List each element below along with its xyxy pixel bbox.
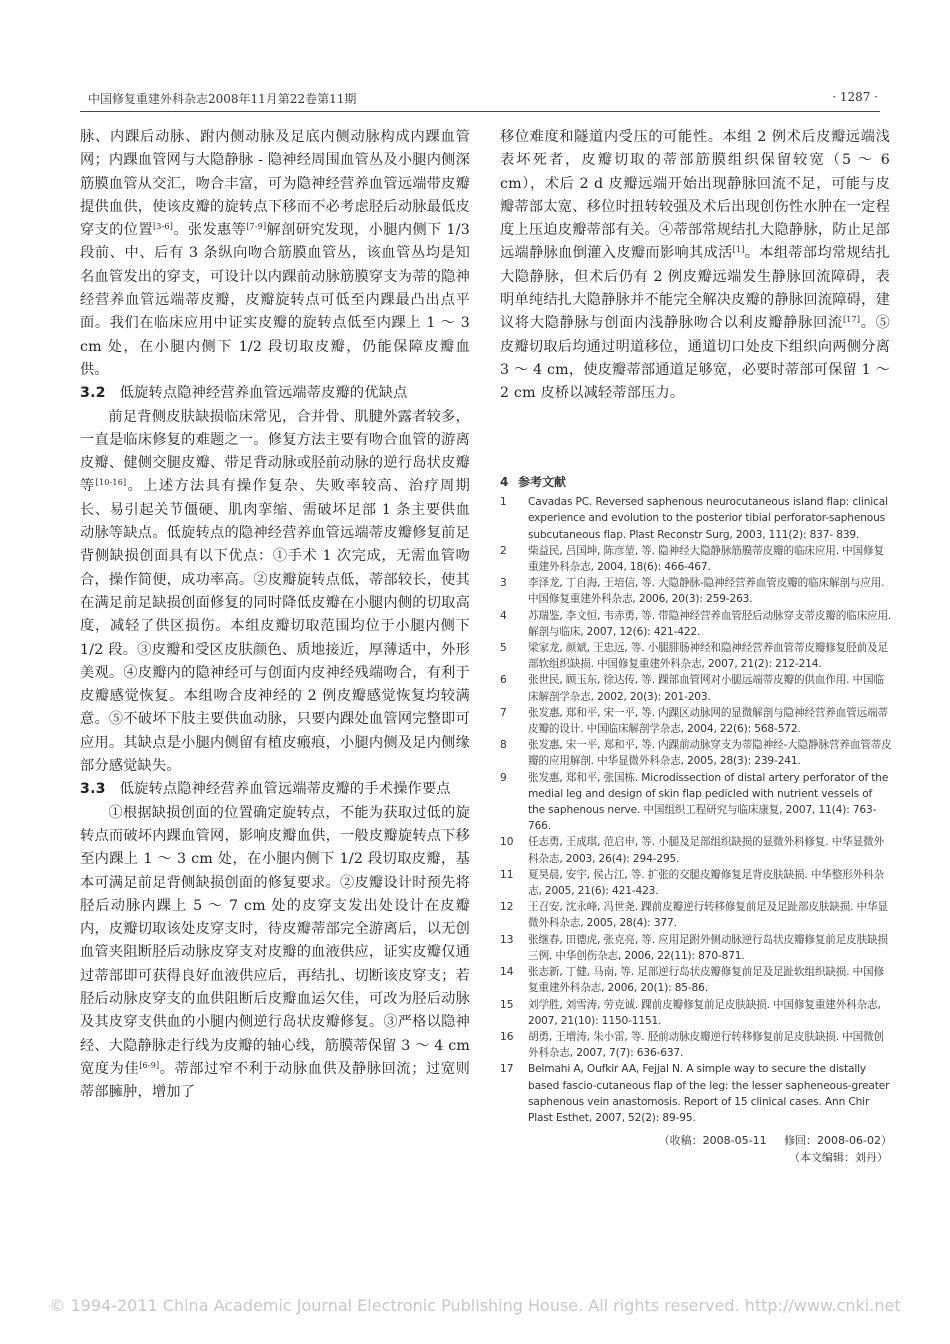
reference-text: 刘学胜, 刘雪涛, 劳克诚. 踝前皮瓣修复前足皮肤缺损. 中国修复重建外科杂志, 2007, 21(10): 1150-1151. [528,998,881,1027]
reference-item [500,867,892,899]
header-rule [80,111,880,112]
reference-text: 张发惠, 郑和平, 宋一平, 等. 内踝区动脉网的显微解剖与隐神经营养血管远端蒂皮瓣的设计. 中国临床解剖学杂志, 2004, 22(6): 568-572. [528,706,888,736]
copyright-footer: © 1994-2011 China Academic Journal Electronic Publishing House. All rights reserved. http://www.cnki.net [49,1296,901,1315]
citation[interactable]: [7-9] [246,222,267,232]
reference-text: 胡勇, 王增涛, 朱小雷, 等. 胫前动脉皮瓣逆行转移修复前足皮肤缺损. 中国微创外科杂志, 2007, 7(7): 636-637. [528,1030,884,1060]
citation[interactable]: [10-16] [95,478,127,488]
reference-number: 14 [500,966,514,979]
reference-number: 6 [500,674,507,687]
section-heading-3-2: 3.2 低旋转点隐神经营养血管远端蒂皮瓣的优缺点 [80,385,408,402]
references-section [500,474,892,1166]
reference-number: 7 [500,706,507,719]
citation[interactable]: [17] [842,315,861,325]
page-number: · 1287 · [832,90,878,104]
reference-text: 柴益民, 吕国坤, 陈彦堃, 等. 隐神经大隐静脉筋膜蒂皮瓣的临床应用. 中国修复重建外科杂志, 2004, 18(6): 466-467. [528,544,884,574]
running-header [88,86,878,108]
reference-item [500,834,892,866]
journal-title: 中国修复重建外科杂志2008年11月第22卷第11期 [88,92,357,106]
reference-number: 16 [500,1030,514,1043]
right-column [500,126,890,406]
paragraph: 前足背侧皮肤缺损临床常见，合并骨、肌腱外露者较多，一直是临床修复的难题之一。修复方法主要有吻合血管的游离皮瓣、健侧交腿皮瓣、带足背动脉或胫前动脉的逆行岛状皮瓣等[10-16]。上述方法具有操作复杂、失败率较高、治疗周期长、易引起关节僵硬、肌肉挛缩、需破坏足部 1 条主要供血动脉等缺点。低旋转点的隐神经营养血管远端蒂皮瓣修复前足背侧缺损创面具有以下优点：①手术 1 次完成，无需血管吻合，操作简便，成功率高。②皮瓣旋转点低，蒂部较长，使其在满足前足缺损创面修复的同时降低皮瓣在小腿内侧的切取高度，减轻了供区损伤。本组皮瓣切取范围均位于小腿内侧下 1/2 段。③皮瓣和受区皮肤颜色、质地接近，厚薄适中，外形美观。④皮瓣内的隐神经可与创面内皮神经残端吻合，有利于皮瓣感觉恢复。本组吻合皮神经的 2 例皮瓣感觉恢复均较满意。⑤不破坏下肢主要供血动脉，只要内踝处血管网完整即可应用。其缺点是小腿内侧留有植皮瘢痕，小腿内侧及足内侧缘部分感觉缺失。 [80,408,470,775]
reference-text: 李泽龙, 丁自海, 王培信, 等. 大隐静脉-隐神经营养血管皮瓣的临床解剖与应用. 中国修复重建外科杂志, 2006, 20(3): 259-263. [528,577,885,606]
reference-list [500,494,892,1126]
reference-number: 12 [500,901,514,914]
reference-item [500,608,892,640]
editor-note: （本文编辑：刘丹） [789,1151,888,1165]
reference-text: 王召安, 沈永峰, 冯世尧. 踝前皮瓣逆行转移修复前足及足趾部皮肤缺损. 中华显微外科杂志, 2005, 28(4): 377. [528,901,888,930]
reference-number: 8 [500,739,507,752]
reference-number: 15 [500,998,514,1011]
reference-number: 10 [500,836,514,849]
reference-item [500,705,892,737]
reference-item [500,964,892,996]
paragraph: ①根据缺损创面的位置确定旋转点，不能为获取过低的旋转点而破坏内踝血管网，影响皮瓣血供，一般皮瓣旋转点下移至内踝上 1 ～ 3 cm 处，在小腿内侧下 1/2 段切取皮瓣，基本可满足前足背侧缺损创面的修复要求。②皮瓣设计时预先将胫后动脉内踝上 5 ～ 7 cm 处的皮穿支发出处设计在皮瓣内，皮瓣切取该处皮穿支时，待皮瓣蒂部完全游离后，以无创血管夹阻断胫后动脉皮穿支对皮瓣的血液供应，证实皮瓣仅通过蒂部即可获得良好血液供应后，再结扎、切断该皮穿支；若胫后动脉皮穿支的血供阻断后皮瓣血运欠佳，可改为胫后动脉及其皮穿支供血的小腿内侧逆行岛状皮瓣修复。③严格以隐神经、大隐静脉走行线为皮瓣的轴心线，筋膜蒂保留 3 ～ 4 cm 宽度为佳[6-9]。蒂部过窄不利于动脉血供及静脉回流；过宽则蒂部臃肿，增加了 [80,804,471,1101]
reference-number: 17 [500,1063,514,1076]
reference-text: 张发惠, 郑和平, 张国栋. Microdissection of distal artery perforator of the medial leg and design of skin flap pedicled with nutrient vessels of the saphenous nerve. 中国组织工程研究与临床康复, 2007, 11(4): 763-766. [528,771,889,833]
reference-item [500,737,892,769]
reference-item [500,672,892,704]
reference-number: 11 [500,868,514,881]
reference-item [500,640,892,672]
citation[interactable]: [6-9] [139,1060,160,1070]
reference-text: 任志勇, 王成琪, 范启申, 等. 小腿及足部组织缺损的显微外科修复. 中华显微外科杂志, 2003, 26(4): 294-295. [528,836,884,865]
reference-text: 张志新, 丁健, 马南, 等. 足部逆行岛状皮瓣修复前足及足趾软组织缺损. 中国修复重建外科杂志, 2006, 20(1): 85-86. [528,966,884,995]
reference-item [500,1029,892,1061]
reference-item [500,932,892,964]
paragraph: 移位难度和隧道内受压的可能性。本组 2 例术后皮瓣远端浅表坏死者，皮瓣切取的蒂部筋膜组织保留较宽（5 ～ 6 cm），术后 2 d 皮瓣远端开始出现静脉回流不足，可能与皮瓣蒂部太宽、移位时扭转较强及术后出现创伤性水肿在一定程度上压迫皮瓣蒂部有关。④蒂部常规结扎大隐静脉，防止足部远端静脉血倒灌入皮瓣而影响其成活[1]。本组蒂部均常规结扎大隐静脉，但术后仍有 2 例皮瓣远端发生静脉回流障碍，表明单纯结扎大隐静脉并不能完全解决皮瓣的静脉回流障碍，建议将大隐静脉与创面内浅静脉吻合以利皮瓣静脉回流[17]。⑤皮瓣切取后均通过明道移位，通道切口处皮下组织向两侧分离 3 ～ 4 cm，使皮瓣蒂部通道足够宽，必要时蒂部可保留 1 ～ 2 cm 皮桥以减轻蒂部压力。 [500,129,890,402]
reference-number: 2 [500,544,507,557]
reference-number: 9 [500,771,507,784]
section-heading-3-3: 3.3 低旋转点隐神经营养血管远端蒂皮瓣的手术操作要点 [80,781,451,798]
reference-number: 1 [500,496,507,509]
citation[interactable]: [3-6] [152,222,174,232]
left-column [80,126,470,1104]
reference-text: 夏昊晨, 安宇, 侯占江, 等. 扩张的交腿皮瓣修复足背皮肤缺损. 中华整形外科杂志, 2005, 21(6): 421-423. [528,868,884,898]
reference-item [500,494,892,543]
reference-number: 13 [500,933,514,946]
reference-item [500,899,892,931]
paragraph: 脉、内踝后动脉、跗内侧动脉及足底内侧动脉构成内踝血管网；内踝血管网与大隐静脉 - 隐神经周围血管丛及小腿内侧深筋膜血管从交汇，吻合丰富，可为隐神经营养血管远端带皮瓣提供血供，使该皮瓣的旋转点下移而不必考虑胫后动脉最低皮穿支的位置[3-6]。张发惠等[7-9]解剖研究发现，小腿内侧下 1/3 段前、中、后有 3 条纵向吻合筋膜血管丛，该血管丛均是知名血管发出的穿支，可设计以内踝前动脉筋膜穿支为蒂的隐神经营养血管远端蒂皮瓣，皮瓣旋转点可低至内踝最凸出点平面。我们在临床应用中证实皮瓣的旋转点低至内踝上 1 ～ 3 cm 处，在小腿内侧下 1/2 段切取皮瓣，仍能保障皮瓣血供。 [80,129,470,378]
reference-text: 张发惠, 宋一平, 郑和平, 等. 内踝前动脉穿支为蒂隐神经-大隐静脉营养血管蒂皮瓣的应用解剖. 中华显微外科杂志, 2005, 28(3): 239-241. [528,739,892,768]
citation[interactable]: [1] [732,245,745,255]
reference-text: 苏瑞鉴, 李文恒, 韦赤勇, 等. 带隐神经营养血管胫后动脉穿支蒂皮瓣的临床应用. 解剖与临床, 2007, 12(6): 421-422. [528,609,892,638]
reference-text: 梁家龙, 颜斌, 王忠远, 等. 小腿腓肠神经和隐神经营养血管蒂皮瓣修复胫前及足部软组织缺损. 中国修复重建外科杂志, 2007, 21(2): 212-214. [528,642,888,671]
reference-item [500,1061,892,1126]
reference-item [500,997,892,1029]
reference-number: 4 [500,609,507,622]
reference-number: 3 [500,577,507,590]
reference-number: 5 [500,642,507,655]
reference-item [500,575,892,607]
reference-item [500,770,892,835]
reference-text: 张世民, 顾玉东, 徐达传, 等. 踝部血管网对小腿远端蒂皮瓣的供血作用. 中国临床解剖学杂志, 2002, 20(3): 201-203. [528,674,884,703]
reference-item [500,543,892,575]
reference-text: Belmahi A, Oufkir AA, Fejjal N. A simple way to secure the distally based fascio-cutaneous flap of the leg: the lesser sapheneous-greater saphenous vein anastomosis. Report of 15 clinical cases. Ann Chir Plast Esthet, 2007, 52(2): 89-95. [528,1063,890,1124]
reference-text: 张继春, 田德虎, 张克亮, 等. 应用足跗外侧动脉逆行岛状皮瓣修复前足皮肤缺损三例. 中华创伤杂志, 2006, 22(11): 870-871. [528,933,888,962]
received-revised-dates: （收稿：2008-05-11 修回：2008-06-02） [658,1134,892,1148]
reference-text: Cavadas PC. Reversed saphenous neurocutaneous island flap: clinical experience and evolution to the posterior tibial perforator-saphenous subcutaneous flap. Plast Reconstr Surg, 2003, 111(2): 837- 839. [528,496,888,541]
references-heading: 4 参考文献 [500,475,567,489]
